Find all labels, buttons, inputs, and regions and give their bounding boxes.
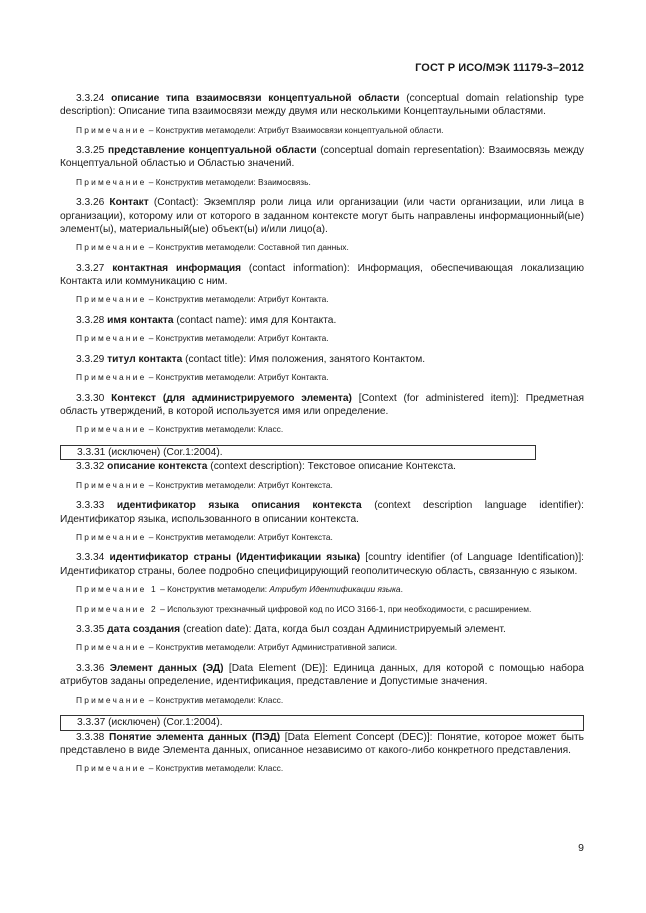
- note: Примечание – Конструктив метамодели: Атрибут Контакта.: [76, 333, 329, 344]
- note: Примечание – Конструктив метамодели: Составной тип данных.: [76, 242, 349, 253]
- term: идентификатор языка описания контекста: [116, 500, 362, 512]
- document-body: [60, 92, 584, 783]
- term: дата создания: [107, 624, 181, 636]
- note: Примечание – Конструктив метамодели: Атрибут Контекста.: [76, 479, 333, 490]
- excluded-entry-box: 3.3.31 (исключен) (Cor.1:2004).: [60, 445, 536, 460]
- term-entry: 3.3.36 Элемент данных (ЭД) [Data Element (DE)]: Единица данных, для которой с помощью набора атрибутов заданы определение, идентификация, представление и Допустимые значения.: [60, 663, 584, 688]
- excluded-entry-box: 3.3.37 (исключен) (Cor.1:2004).: [60, 715, 584, 730]
- term: Контекст (для администрируемого элемента): [111, 392, 352, 404]
- note: Примечание – Конструктив метамодели: Атрибут Взаимосвязи концептуальной области.: [76, 124, 444, 135]
- term-entry: 3.3.27 контактная информация (contact information): Информация, обеспечивающая локализацию Контакта или коммуникацию с ним.: [60, 262, 584, 288]
- term: представление концептуальной области: [107, 145, 317, 157]
- document-header: ГОСТ Р ИСО/МЭК 11179-3–2012: [415, 62, 584, 74]
- note: Примечание – Конструктив метамодели: Атрибут Административной записи.: [76, 642, 398, 653]
- note: Примечание 2 – Используют трехзначный цифровой код по ИСО 3166-1, при необходимости, с расширением.: [76, 603, 532, 614]
- term-entry: 3.3.28 имя контакта (contact name): имя для Контакта.: [76, 315, 337, 327]
- term: титул контакта: [107, 353, 183, 365]
- term: идентификатор страны (Идентификации языка): [109, 552, 361, 564]
- term: Понятие элемента данных (ПЭД): [109, 731, 281, 743]
- term: описание типа взаимосвязи концептуальной области: [111, 93, 400, 104]
- term-entry: 3.3.29 титул контакта (contact title): Имя положения, занятого Контактом.: [76, 353, 426, 365]
- note: Примечание 1 – Конструктив метамодели: Атрибут Идентификации языка.: [76, 583, 403, 594]
- term-entry: 3.3.34 идентификатор страны (Идентификации языка) [country identifier (of Language Identification)]: Идентификатор страны, более подробно специфицирующий геополитическую область, связанную с языком.: [60, 552, 584, 577]
- term-entry: 3.3.33 идентификатор языка описания контекста (context description language identifier): Идентификатор языка, использованного в описании контекста.: [60, 500, 584, 525]
- term: Элемент данных (ЭД): [109, 663, 224, 675]
- term-entry: 3.3.25 представление концептуальной области (conceptual domain representation): Взаимосвязь между Концептуальной областью и Областью значений.: [60, 145, 584, 170]
- note: Примечание – Конструктив метамодели: Класс.: [76, 763, 284, 774]
- term: описание контекста: [107, 461, 208, 473]
- term-entry: 3.3.35 дата создания (creation date): Дата, когда был создан Администрируемый элемент.: [76, 624, 506, 636]
- term-entry: 3.3.24 описание типа взаимосвязи концептуальной области (conceptual domain relationship type description): Описание типа взаимосвязи между двумя или несколькими Концептаульными областями.: [60, 93, 584, 118]
- term: Контакт: [109, 197, 149, 209]
- note: Примечание – Конструктив метамодели: Атрибут Контакта.: [76, 294, 329, 305]
- term: контактная информация: [112, 262, 242, 274]
- note: Примечание – Конструктив метамодели: Атрибут Контекста.: [76, 531, 333, 542]
- term-entry: 3.3.26 Контакт (Contact): Экземпляр роли лица или организации (или части организации, или лица в организации), которому или от которого в заданном контексте могут быть направлены информационный(ые) элемент(ы), материальный(ые) объект(ы) и/или лицо(а).: [60, 197, 584, 235]
- term-entry: 3.3.38 Понятие элемента данных (ПЭД) [Data Element Concept (DEC)]: Понятие, которое может быть представлено в виде Элемента данных, описанное независимо от какого-либо конкретного представления.: [60, 731, 584, 756]
- note: Примечание – Конструктив метамодели: Атрибут Контакта.: [76, 372, 329, 383]
- note: Примечание – Конструктив метамодели: Взаимосвязь.: [76, 176, 311, 187]
- note: Примечание – Конструктив метамодели: Класс.: [76, 694, 284, 705]
- term-entry: 3.3.32 описание контекста (context description): Текстовое описание Контекста.: [76, 461, 456, 473]
- term-entry: 3.3.30 Контекст (для администрируемого элемента) [Context (for administered item)]: Предметная область утверждений, в которой используется имя или определение.: [60, 392, 584, 418]
- note: Примечание – Конструктив метамодели: Класс.: [76, 424, 284, 435]
- page-number: 9: [578, 842, 584, 854]
- term: имя контакта: [107, 315, 174, 327]
